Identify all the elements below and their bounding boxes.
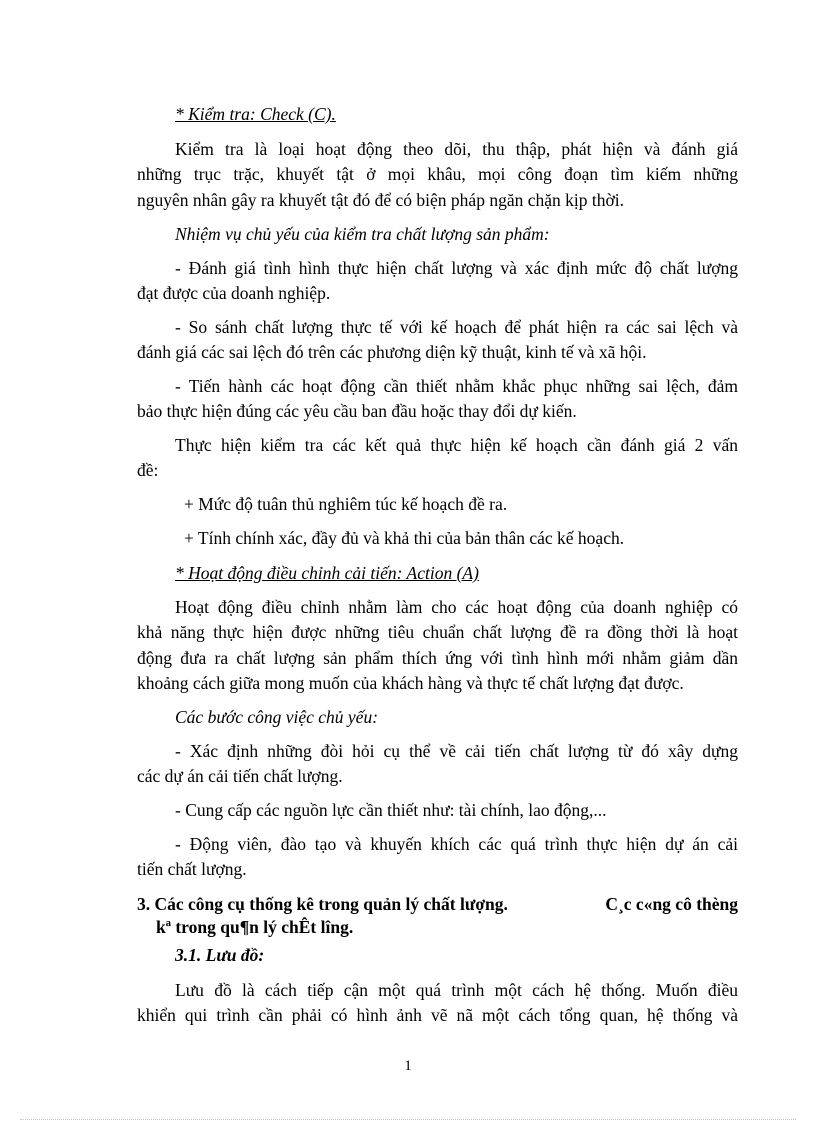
- flowchart-para-line-2: khiển qui trình cần phải có hình ảnh vẽ nã một cách tổng quan, hệ thống và: [137, 1005, 738, 1025]
- step-1-line-2: các dự án cải tiến chất lượng.: [137, 766, 343, 786]
- action-para-line-3: động đưa ra chất lượng sản phẩm thích ứng với tình hình mới nhằm giảm dần: [137, 648, 738, 668]
- check-para-line-2: những trục trặc, khuyết tật ở mọi khâu, mọi công đoạn tìm kiếm những: [137, 164, 738, 184]
- bullet-1-line-2: đạt được của doanh nghiệp.: [137, 283, 331, 303]
- page-number: 1: [404, 1058, 412, 1074]
- bullet-3-line-2: bảo thực hiện đúng các yêu cầu ban đầu hoặc thay đổi dự kiến.: [137, 401, 577, 421]
- step-2: - Cung cấp các nguồn lực cần thiết như: tài chính, lao động,...: [175, 800, 607, 820]
- bullet-3-line-1: - Tiến hành các hoạt động cần thiết nhằm khắc phục những sai lệch, đảm: [175, 376, 738, 396]
- section-3-garbled-continuation: kª trong qu¶n lý chÊt lîng.: [156, 917, 354, 937]
- subsection-3-1-title: 3.1. Lưu đồ:: [175, 945, 265, 965]
- section-3-heading: [137, 893, 738, 915]
- check-tasks-heading: Nhiệm vụ chủ yếu của kiểm tra chất lượng sản phẩm:: [175, 224, 550, 244]
- step-1-line-1: - Xác định những đòi hỏi cụ thể về cải tiến chất lượng từ đó xây dựng: [175, 741, 738, 761]
- action-para-line-1: Hoạt động điều chỉnh nhằm làm cho các hoạt động của doanh nghiệp có: [175, 597, 738, 617]
- action-para-line-4: khoảng cách giữa mong muốn của khách hàng và thực tế chất lượng đạt được.: [137, 673, 684, 693]
- plus-item-1: + Mức độ tuân thủ nghiêm túc kế hoạch đề ra.: [184, 494, 508, 514]
- check-para-line-3: nguyên nhân gây ra khuyết tật đó để có biện pháp ngăn chặn kịp thời.: [137, 190, 624, 210]
- page-bottom-divider: [20, 1119, 796, 1120]
- action-heading: * Hoạt động điều chỉnh cải tiến: Action (A): [175, 563, 479, 583]
- flowchart-para-line-1: Lưu đồ là cách tiếp cận một quá trình một cách hệ thống. Muốn điều: [175, 980, 738, 1000]
- eval-para-line-1: Thực hiện kiểm tra các kết quả thực hiện kế hoạch cần đánh giá 2 vấn: [175, 435, 738, 455]
- bullet-1-line-1: - Đánh giá tình hình thực hiện chất lượng và xác định mức độ chất lượng: [175, 258, 738, 278]
- bullet-2-line-2: đánh giá các sai lệch đó trên các phương diện kỹ thuật, kinh tế và xã hội.: [137, 342, 647, 362]
- eval-para-line-2: đề:: [137, 460, 159, 480]
- bullet-2-line-1: - So sánh chất lượng thực tế với kế hoạch để phát hiện ra các sai lệch và: [175, 317, 738, 337]
- section-3-title: 3. Các công cụ thống kê trong quản lý chất lượng.: [137, 894, 508, 914]
- step-3-line-2: tiến chất lượng.: [137, 859, 247, 879]
- plus-item-2: + Tính chính xác, đầy đủ và khả thi của bản thân các kế hoạch.: [184, 528, 625, 548]
- action-para-line-2: khả năng thực hiện được những tiêu chuẩn chất lượng đề ra đồng thời là hoạt: [137, 622, 738, 642]
- step-3-line-1: - Động viên, đào tạo và khuyến khích các quá trình thực hiện dự án cải: [175, 834, 738, 854]
- check-para-line-1: Kiểm tra là loại hoạt động theo dõi, thu thập, phát hiện và đánh giá: [175, 139, 738, 159]
- check-heading: * Kiểm tra: Check (C).: [175, 104, 336, 124]
- section-3-garbled-text: C¸c c«ng cô thèng: [605, 894, 738, 914]
- steps-heading: Các bước công việc chủ yếu:: [175, 707, 379, 727]
